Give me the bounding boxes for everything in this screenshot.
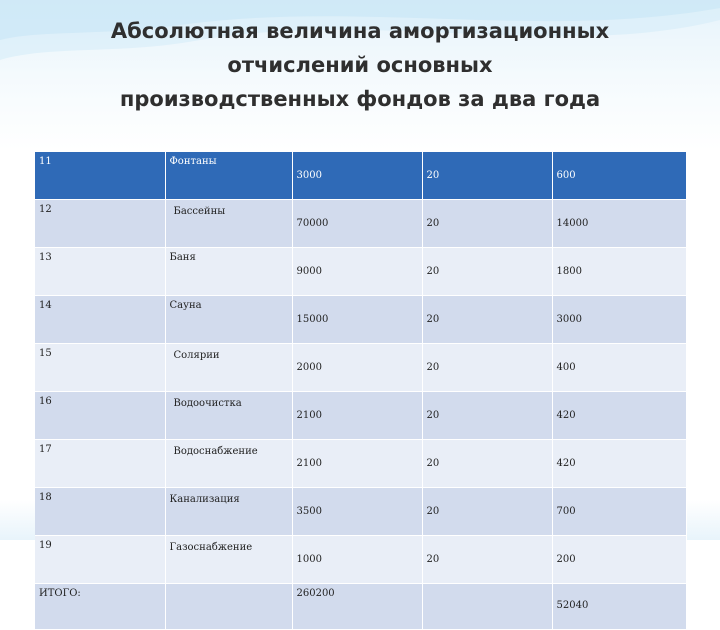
total-depreciation: 52040 bbox=[552, 584, 686, 630]
row-number: 18 bbox=[35, 488, 165, 536]
value-rate: 20 bbox=[422, 344, 552, 392]
row-name: Газоснабжение bbox=[165, 536, 292, 584]
table-row bbox=[35, 200, 686, 248]
table-row bbox=[35, 488, 686, 536]
row-name-empty bbox=[165, 584, 292, 630]
value-depreciation: 3000 bbox=[552, 296, 686, 344]
depreciation-table bbox=[35, 152, 687, 630]
row-number: 15 bbox=[35, 344, 165, 392]
total-rate-empty bbox=[422, 584, 552, 630]
value-depreciation: 420 bbox=[552, 392, 686, 440]
value-depreciation: 14000 bbox=[552, 200, 686, 248]
row-number: 11 bbox=[35, 152, 165, 200]
total-label: ИТОГО: bbox=[35, 584, 165, 630]
table-row bbox=[35, 248, 686, 296]
row-name: Водоочистка bbox=[165, 392, 292, 440]
value-cost: 70000 bbox=[292, 200, 422, 248]
value-depreciation: 700 bbox=[552, 488, 686, 536]
title-line-1: Абсолютная величина амортизационных bbox=[110, 19, 610, 43]
row-name: Фонтаны bbox=[165, 152, 292, 200]
value-depreciation: 400 bbox=[552, 344, 686, 392]
value-rate: 20 bbox=[422, 536, 552, 584]
value-rate: 20 bbox=[422, 296, 552, 344]
table-row bbox=[35, 344, 686, 392]
value-depreciation: 600 bbox=[552, 152, 686, 200]
value-cost: 2000 bbox=[292, 344, 422, 392]
row-number: 14 bbox=[35, 296, 165, 344]
value-cost: 3000 bbox=[292, 152, 422, 200]
row-number: 13 bbox=[35, 248, 165, 296]
row-number: 19 bbox=[35, 536, 165, 584]
value-rate: 20 bbox=[422, 440, 552, 488]
title-line-2: отчислений основных bbox=[227, 53, 493, 77]
value-cost: 1000 bbox=[292, 536, 422, 584]
row-name: Канализация bbox=[165, 488, 292, 536]
total-row bbox=[35, 584, 686, 630]
table-row bbox=[35, 440, 686, 488]
row-number: 16 bbox=[35, 392, 165, 440]
value-cost: 3500 bbox=[292, 488, 422, 536]
value-rate: 20 bbox=[422, 200, 552, 248]
value-cost: 2100 bbox=[292, 392, 422, 440]
value-rate: 20 bbox=[422, 488, 552, 536]
slide-title bbox=[60, 14, 660, 116]
row-name: Водоснабжение bbox=[165, 440, 292, 488]
value-rate: 20 bbox=[422, 152, 552, 200]
table-row bbox=[35, 536, 686, 584]
table-row bbox=[35, 152, 686, 200]
value-rate: 20 bbox=[422, 392, 552, 440]
value-cost: 9000 bbox=[292, 248, 422, 296]
table-row bbox=[35, 296, 686, 344]
row-number: 12 bbox=[35, 200, 165, 248]
title-line-3: производственных фондов за два года bbox=[119, 87, 601, 111]
row-number: 17 bbox=[35, 440, 165, 488]
row-name: Баня bbox=[165, 248, 292, 296]
row-name: Солярии bbox=[165, 344, 292, 392]
row-name: Сауна bbox=[165, 296, 292, 344]
table-row bbox=[35, 392, 686, 440]
value-depreciation: 200 bbox=[552, 536, 686, 584]
value-rate: 20 bbox=[422, 248, 552, 296]
value-cost: 2100 bbox=[292, 440, 422, 488]
value-cost: 15000 bbox=[292, 296, 422, 344]
row-name: Бассейны bbox=[165, 200, 292, 248]
value-depreciation: 420 bbox=[552, 440, 686, 488]
value-depreciation: 1800 bbox=[552, 248, 686, 296]
total-cost: 260200 bbox=[292, 584, 422, 630]
